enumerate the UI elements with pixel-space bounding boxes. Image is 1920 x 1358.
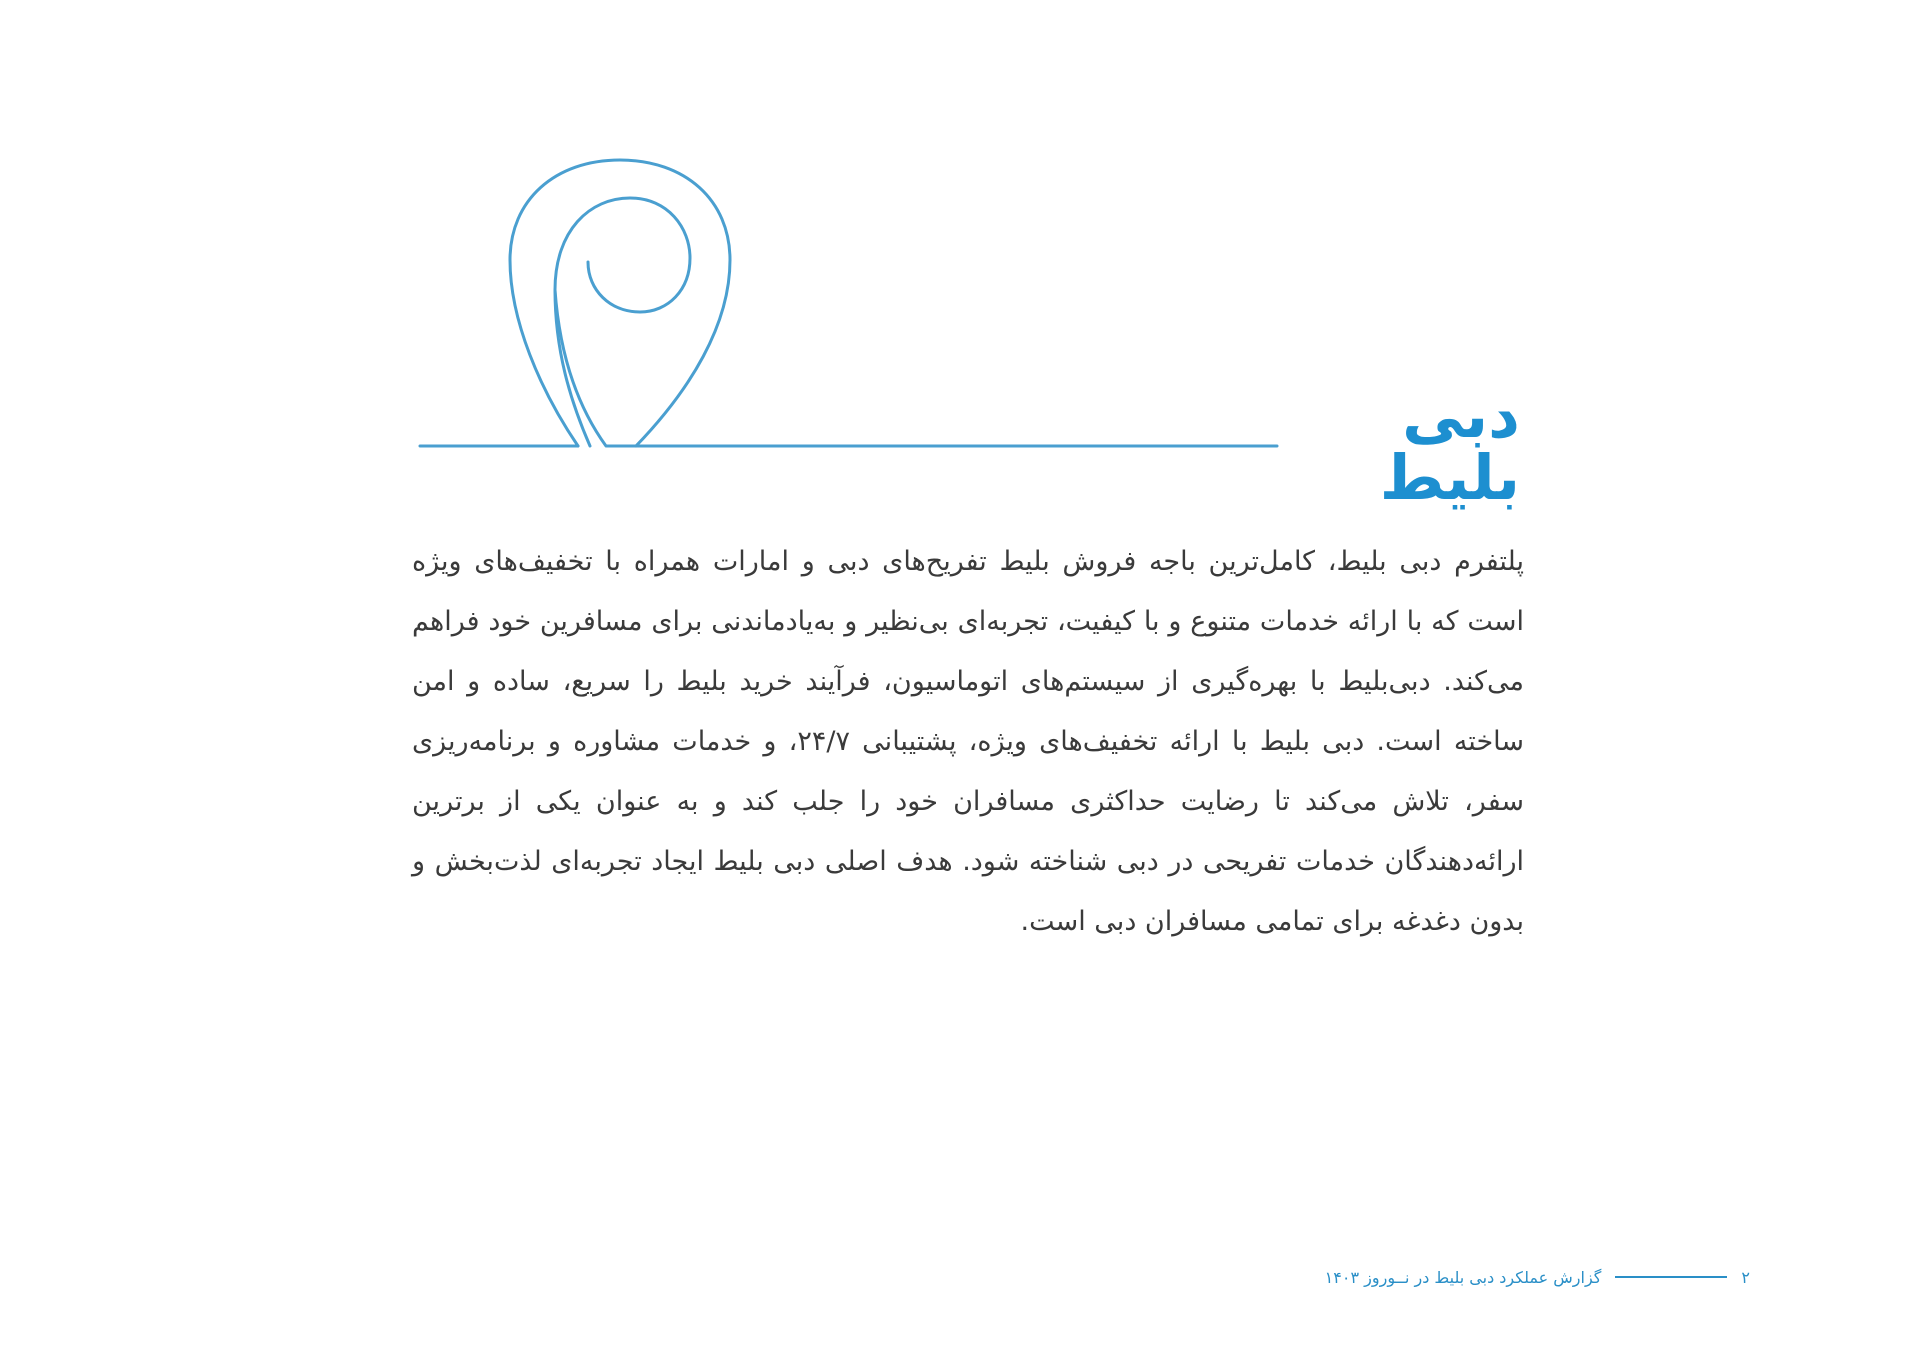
page-number: ۲ — [1741, 1267, 1750, 1287]
footer-divider — [1615, 1276, 1727, 1278]
footer-report-title: گزارش عملکرد دبی بلیط در نــوروز ۱۴۰۳ — [1324, 1267, 1602, 1287]
brand-title: دبی بلیط — [1379, 379, 1520, 514]
intro-paragraph: پلتفرم دبی بلیط، کامل‌ترین باجه فروش بلیط تفریح‌های دبی و امارات همراه با تخفیف‌های ویژه است که با ارائه خدمات متنوع و با کیفیت، تجربه‌ای بی‌نظیر و به‌یادماندنی برای مسافرین خود فراهم می‌کند. دبی‌بلیط با بهره‌گیری از سیستم‌های اتوماسیون، فرآیند خرید بلیط را سریع، ساده و امن ساخته است. دبی بلیط با ارائه تخفیف‌های ویژه، پشتیبانی ۲۴/۷، و خدمات مشاوره و برنامه‌ریزی سفر، تلاش می‌کند تا رضایت حداکثری مسافران خود را جلب کند و به عنوان یکی از برترین ارائه‌دهندگان خدمات تفریحی در دبی شناخته شود. هدف اصلی دبی بلیط ایجاد تجربه‌ای لذت‌بخش و بدون دغدغه برای تمامی مسافران دبی است. — [412, 546, 1524, 937]
location-pin-line-icon — [410, 150, 1290, 460]
page-footer — [1325, 1262, 1750, 1292]
